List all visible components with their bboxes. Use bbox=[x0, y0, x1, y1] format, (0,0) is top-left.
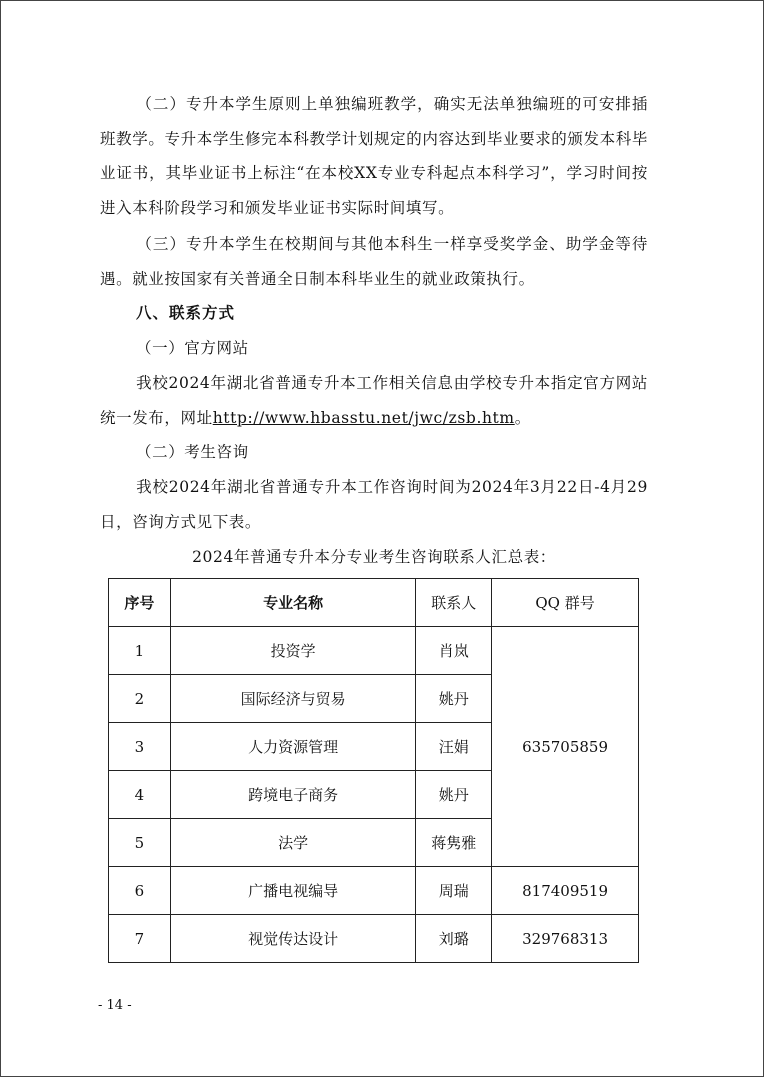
table-header-row bbox=[109, 579, 639, 627]
paragraph-teaching bbox=[100, 87, 648, 225]
cell-contact: 姚丹 bbox=[416, 771, 492, 819]
table-row bbox=[109, 627, 639, 675]
cell-qq: 329768313 bbox=[492, 915, 639, 963]
table-row bbox=[109, 867, 639, 915]
cell-no: 3 bbox=[109, 723, 171, 771]
cell-contact: 肖岚 bbox=[416, 627, 492, 675]
paragraph-consultation-text: 我校2024年湖北省普通专升本工作咨询时间为2024年3月22日-4月29日，咨询方式见下表。 bbox=[100, 478, 648, 531]
cell-major: 投资学 bbox=[170, 627, 415, 675]
table-row bbox=[109, 915, 639, 963]
header-qq: QQ 群号 bbox=[492, 579, 639, 627]
cell-contact: 蒋隽雅 bbox=[416, 819, 492, 867]
cell-no: 4 bbox=[109, 771, 171, 819]
section-heading-contact: 八、联系方式 bbox=[136, 304, 236, 322]
header-contact: 联系人 bbox=[416, 579, 492, 627]
header-major: 专业名称 bbox=[170, 579, 415, 627]
website-link[interactable]: http://www.hbasstu.net/jwc/zsb.htm bbox=[212, 408, 515, 427]
paragraph-website-text: 我校2024年湖北省普通专升本工作相关信息由学校专升本指定官方网站统一发布，网址 bbox=[100, 374, 648, 427]
page-number: - 14 - bbox=[98, 998, 132, 1013]
paragraph-website bbox=[100, 366, 648, 435]
cell-qq-shared: 635705859 bbox=[492, 627, 639, 867]
cell-major: 视觉传达设计 bbox=[170, 915, 415, 963]
cell-major: 广播电视编导 bbox=[170, 867, 415, 915]
cell-no: 1 bbox=[109, 627, 171, 675]
subheading-website: （一）官方网站 bbox=[136, 339, 249, 357]
paragraph-benefits bbox=[100, 227, 648, 296]
paragraph-consultation bbox=[100, 470, 648, 539]
cell-contact: 周瑞 bbox=[416, 867, 492, 915]
cell-contact: 姚丹 bbox=[416, 675, 492, 723]
cell-no: 2 bbox=[109, 675, 171, 723]
cell-qq: 817409519 bbox=[492, 867, 639, 915]
paragraph-teaching-text: （二）专升本学生原则上单独编班教学，确实无法单独编班的可安排插班教学。专升本学生修完本科教学计划规定的内容达到毕业要求的颁发本科毕业证书，其毕业证书上标注“在本校XX专业专科起点本科学习”，学习时间按进入本科阶段学习和颁发毕业证书实际时间填写。 bbox=[100, 95, 648, 217]
subheading-consultation: （二）考生咨询 bbox=[136, 443, 249, 461]
cell-contact: 汪娟 bbox=[416, 723, 492, 771]
contact-table bbox=[108, 578, 639, 963]
cell-major: 国际经济与贸易 bbox=[170, 675, 415, 723]
cell-major: 跨境电子商务 bbox=[170, 771, 415, 819]
table-caption: 2024年普通专升本分专业考生咨询联系人汇总表： bbox=[192, 548, 556, 566]
header-no: 序号 bbox=[109, 579, 171, 627]
cell-no: 5 bbox=[109, 819, 171, 867]
cell-major: 人力资源管理 bbox=[170, 723, 415, 771]
cell-contact: 刘璐 bbox=[416, 915, 492, 963]
cell-major: 法学 bbox=[170, 819, 415, 867]
cell-no: 7 bbox=[109, 915, 171, 963]
cell-no: 6 bbox=[109, 867, 171, 915]
paragraph-website-end: 。 bbox=[514, 408, 531, 427]
paragraph-benefits-text: （三）专升本学生在校期间与其他本科生一样享受奖学金、助学金等待遇。就业按国家有关普通全日制本科毕业生的就业政策执行。 bbox=[100, 235, 648, 288]
